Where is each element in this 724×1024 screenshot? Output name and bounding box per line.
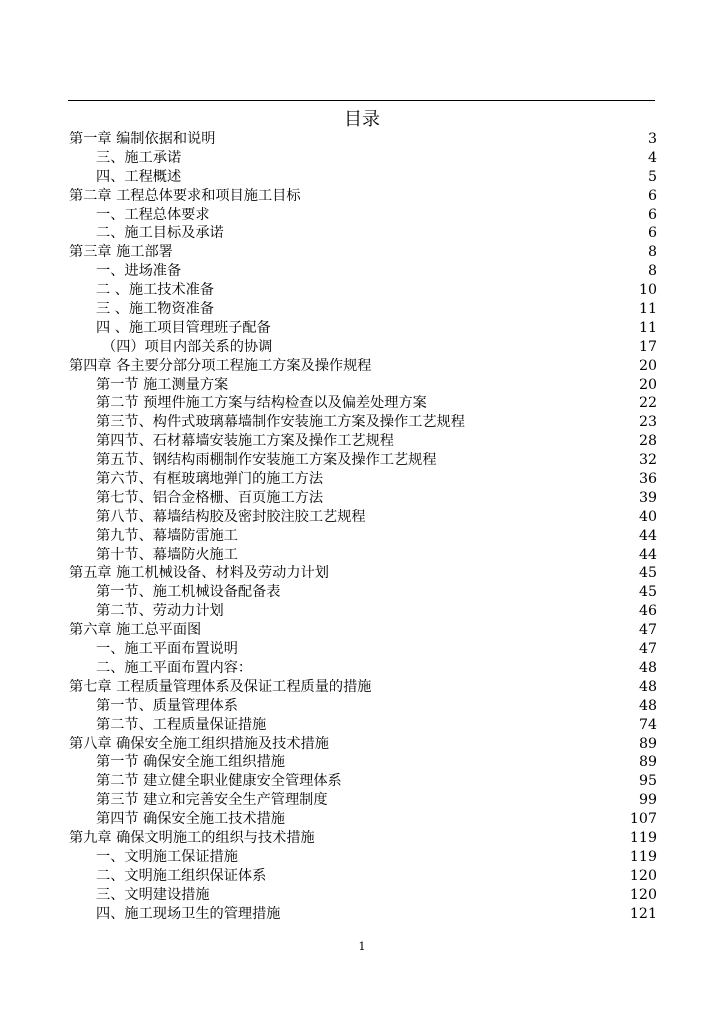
toc-entry[interactable] bbox=[69, 432, 657, 451]
toc-entry-page: 99 bbox=[638, 792, 657, 809]
toc-entry[interactable] bbox=[69, 130, 657, 149]
toc-entry-page: 36 bbox=[638, 471, 657, 488]
toc-entry-page: 6 bbox=[647, 206, 657, 223]
toc-entry[interactable] bbox=[69, 716, 657, 735]
toc-entry-page: 120 bbox=[629, 886, 657, 903]
toc-entry-title: 第六章 施工总平面图 bbox=[69, 622, 202, 639]
toc-entry[interactable] bbox=[69, 224, 657, 243]
toc-entry[interactable] bbox=[69, 621, 657, 640]
toc-entry-title: 第五节、钢结构雨棚制作安装施工方案及操作工艺规程 bbox=[96, 452, 437, 469]
toc-entry-page: 8 bbox=[647, 263, 657, 280]
toc-entry[interactable] bbox=[69, 470, 657, 489]
toc-entry[interactable] bbox=[69, 735, 657, 754]
toc-entry[interactable] bbox=[69, 338, 657, 357]
toc-entry-page: 74 bbox=[638, 716, 657, 733]
toc-entry-title: 三、文明建设措施 bbox=[96, 886, 210, 903]
toc-entry-title: 第六节、有框玻璃地弹门的施工方法 bbox=[96, 471, 324, 488]
toc-entry-page: 4 bbox=[647, 149, 657, 166]
toc-entry-title: 第一节、质量管理体系 bbox=[96, 697, 238, 714]
toc-entry-title: 一、进场准备 bbox=[96, 263, 182, 280]
toc-entry-title: 四、工程概述 bbox=[96, 168, 182, 185]
toc-entry-page: 11 bbox=[638, 319, 657, 336]
toc-entry[interactable] bbox=[69, 791, 657, 810]
toc-entry[interactable] bbox=[69, 867, 657, 886]
toc-entry-page: 39 bbox=[638, 489, 657, 506]
toc-entry[interactable] bbox=[69, 546, 657, 565]
toc-entry-title: 第二节、工程质量保证措施 bbox=[96, 716, 267, 733]
toc-entry[interactable] bbox=[69, 149, 657, 168]
toc-entry-title: 第四章 各主要分部分项工程施工方案及操作规程 bbox=[69, 357, 372, 374]
toc-entry-title: 二、施工平面布置内容： bbox=[96, 659, 253, 676]
toc-entry-title: 第八节、幕墙结构胶及密封胶注胶工艺规程 bbox=[96, 508, 366, 525]
toc-entry-title: 第一节 确保安全施工组织措施 bbox=[96, 754, 285, 771]
toc-entry[interactable] bbox=[69, 206, 657, 225]
toc-entry-title: 第一节 施工测量方案 bbox=[96, 376, 229, 393]
toc-entry-page: 44 bbox=[638, 527, 657, 544]
toc-entry-page: 17 bbox=[638, 338, 657, 355]
toc-entry-page: 44 bbox=[638, 546, 657, 563]
toc-entry-title: 四 、施工项目管理班子配备 bbox=[96, 319, 271, 336]
toc-entry-page: 121 bbox=[629, 905, 657, 922]
toc-entry[interactable] bbox=[69, 886, 657, 905]
toc-entry-page: 46 bbox=[638, 603, 657, 620]
toc-entry-page: 32 bbox=[638, 452, 657, 469]
toc-entry-title: 第三节 建立和完善安全生产管理制度 bbox=[96, 792, 328, 809]
toc-entry-title: 一、文明施工保证措施 bbox=[96, 848, 238, 865]
toc-entry-title: 第一章 编制依据和说明 bbox=[69, 131, 216, 147]
toc-entry-page: 23 bbox=[638, 414, 657, 431]
toc-entry[interactable] bbox=[69, 319, 657, 338]
toc-entry-title: 第四节 确保安全施工技术措施 bbox=[96, 811, 285, 828]
toc-entry-title: 二、施工目标及承诺 bbox=[96, 225, 224, 242]
toc-entry[interactable] bbox=[69, 262, 657, 281]
toc-entry[interactable] bbox=[69, 583, 657, 602]
toc-entry-page: 8 bbox=[647, 244, 657, 261]
toc-entry-title: 第七章 工程质量管理体系及保证工程质量的措施 bbox=[69, 678, 372, 695]
toc-entry-page: 119 bbox=[629, 848, 657, 865]
toc-entry-page: 28 bbox=[638, 433, 657, 450]
toc-entry-page: 48 bbox=[638, 678, 657, 695]
toc-entry[interactable] bbox=[69, 357, 657, 376]
toc-entry-page: 95 bbox=[638, 773, 657, 790]
toc-entry-title: 第二节 预埋件施工方案与结构检查以及偏差处理方案 bbox=[96, 395, 427, 412]
toc-entry[interactable] bbox=[69, 508, 657, 527]
toc-entry-page: 3 bbox=[647, 131, 657, 147]
toc-entry-page: 11 bbox=[638, 301, 657, 318]
toc-entry[interactable] bbox=[69, 413, 657, 432]
toc-entry-title: 第七节、铝合金格栅、百页施工方法 bbox=[96, 489, 324, 506]
toc-entry-page: 10 bbox=[638, 282, 657, 299]
toc-entry-title: 第三节、构件式玻璃幕墙制作安装施工方案及操作工艺规程 bbox=[96, 414, 465, 431]
toc-entry-title: 三、施工承诺 bbox=[96, 149, 182, 166]
toc-entry-page: 20 bbox=[638, 357, 657, 374]
toc-entry-title: 一、施工平面布置说明 bbox=[96, 641, 238, 658]
toc-entry[interactable] bbox=[69, 281, 657, 300]
page-number: 1 bbox=[358, 940, 366, 953]
toc-entry[interactable] bbox=[69, 451, 657, 470]
toc-entry[interactable] bbox=[69, 810, 657, 829]
toc-entry[interactable] bbox=[69, 848, 657, 867]
toc-entry-title: 第三章 施工部署 bbox=[69, 244, 173, 261]
toc-entry[interactable] bbox=[69, 753, 657, 772]
toc-entry-page: 48 bbox=[638, 659, 657, 676]
toc-entry-page: 22 bbox=[638, 395, 657, 412]
toc-entry[interactable] bbox=[69, 243, 657, 262]
toc-entry[interactable] bbox=[69, 527, 657, 546]
toc-entry-page: 6 bbox=[647, 225, 657, 242]
table-of-contents bbox=[69, 130, 657, 923]
toc-entry-page: 5 bbox=[647, 168, 657, 185]
toc-entry[interactable] bbox=[69, 829, 657, 848]
toc-entry-title: 四、施工现场卫生的管理措施 bbox=[96, 905, 281, 922]
toc-entry-page: 89 bbox=[638, 754, 657, 771]
toc-entry-title: 二、文明施工组织保证体系 bbox=[96, 867, 267, 884]
toc-entry[interactable] bbox=[69, 905, 657, 924]
toc-entry-page: 45 bbox=[638, 565, 657, 582]
toc-entry-title: 第二章 工程总体要求和项目施工目标 bbox=[69, 187, 301, 204]
toc-entry-title: 第十节、幕墙防火施工 bbox=[96, 546, 238, 563]
toc-entry-title: 第二节 建立健全职业健康安全管理体系 bbox=[96, 773, 342, 790]
toc-entry-title: （四）项目内部关系的协调 bbox=[102, 338, 273, 355]
toc-entry-title: 一、工程总体要求 bbox=[96, 206, 210, 223]
toc-entry-title: 第二节、劳动力计划 bbox=[96, 603, 224, 620]
toc-entry[interactable] bbox=[69, 489, 657, 508]
toc-entry-page: 45 bbox=[638, 584, 657, 601]
toc-entry[interactable] bbox=[69, 640, 657, 659]
toc-entry-page: 6 bbox=[647, 187, 657, 204]
toc-entry[interactable] bbox=[69, 772, 657, 791]
toc-entry[interactable] bbox=[69, 187, 657, 206]
toc-entry[interactable] bbox=[69, 678, 657, 697]
toc-entry[interactable] bbox=[69, 394, 657, 413]
toc-entry-title: 第八章 确保安全施工组织措施及技术措施 bbox=[69, 735, 329, 752]
toc-entry-page: 47 bbox=[638, 641, 657, 658]
toc-entry-title: 三 、施工物资准备 bbox=[96, 301, 215, 318]
toc-entry[interactable] bbox=[69, 697, 657, 716]
toc-entry-page: 107 bbox=[629, 811, 657, 828]
toc-entry-title: 第四节、石材幕墙安装施工方案及操作工艺规程 bbox=[96, 433, 394, 450]
toc-entry-page: 40 bbox=[638, 508, 657, 525]
toc-entry-title: 第一节、施工机械设备配备表 bbox=[96, 584, 281, 601]
header-rule bbox=[68, 100, 655, 101]
toc-title: 目录 bbox=[344, 109, 380, 130]
toc-entry-page: 20 bbox=[638, 376, 657, 393]
toc-entry-page: 47 bbox=[638, 622, 657, 639]
toc-entry-title: 第五章 施工机械设备、材料及劳动力计划 bbox=[69, 565, 329, 582]
toc-entry-page: 120 bbox=[629, 867, 657, 884]
toc-entry-title: 第九章 确保文明施工的组织与技术措施 bbox=[69, 829, 315, 846]
toc-entry-title: 二 、施工技术准备 bbox=[96, 282, 215, 299]
toc-entry-page: 119 bbox=[629, 829, 657, 846]
toc-entry-page: 48 bbox=[638, 697, 657, 714]
toc-entry[interactable] bbox=[69, 376, 657, 395]
toc-entry[interactable] bbox=[69, 564, 657, 583]
toc-entry[interactable] bbox=[69, 659, 657, 678]
toc-entry[interactable] bbox=[69, 602, 657, 621]
toc-entry-title: 第九节、幕墙防雷施工 bbox=[96, 527, 238, 544]
toc-entry[interactable] bbox=[69, 300, 657, 319]
toc-entry[interactable] bbox=[69, 168, 657, 187]
toc-entry-page: 89 bbox=[638, 735, 657, 752]
